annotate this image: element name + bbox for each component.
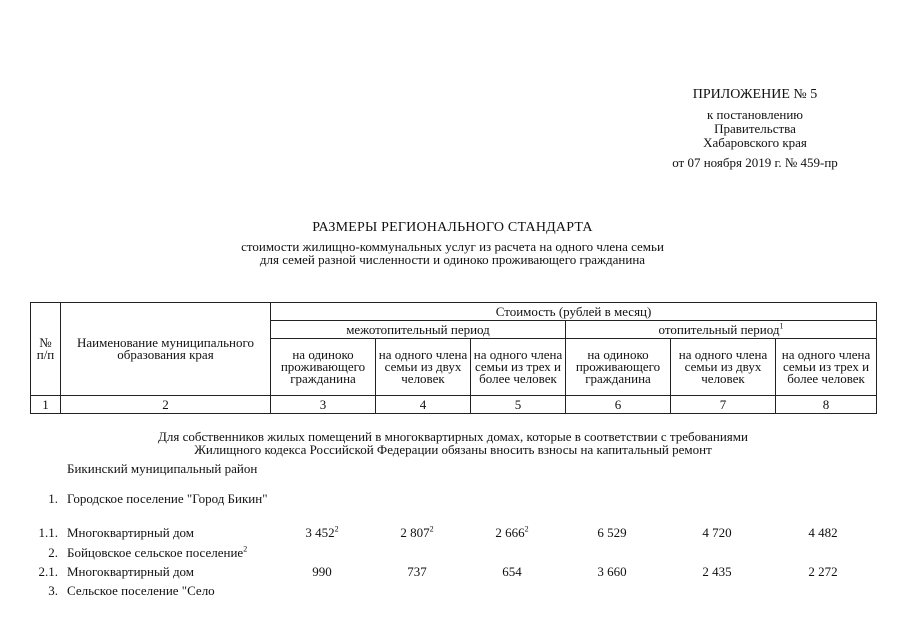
header-period-heat-text: отопительный период [658,321,780,337]
row-value-footnote: 2 [524,524,529,534]
row-value: 2 272 [808,564,838,579]
annex-line-3: Хабаровского края [703,135,807,150]
column-number: 1 [31,396,61,414]
column-number: 5 [471,396,566,414]
annex-line-1: к постановлению [706,107,804,122]
row-value: 3 660 [597,564,627,579]
row-name: Многоквартирный дом [67,564,195,579]
row-value-footnote: 2 [429,524,434,534]
row-index: 3. [48,583,58,598]
document-title: РАЗМЕРЫ РЕГИОНАЛЬНОГО СТАНДАРТА [312,220,593,235]
row-name-footnote: 2 [243,544,248,554]
row-index: 1. [48,491,58,506]
header-subcol: на одного члена семьи из трех и более человек [471,339,566,396]
header-period-heat-footnote: 1 [779,321,784,331]
header-name: Наименование муниципального образования края [61,303,271,396]
header-subcol: на одного члена семьи из двух человек [671,339,776,396]
document-subtitle-line-1: стоимости жилищно-коммунальных услуг из расчета на одного члена семьи [241,239,664,254]
row-index: 1.1. [38,525,58,540]
row-value: 6 529 [597,525,627,540]
column-number: 4 [376,396,471,414]
header-period-off: межотопительный период [271,321,566,339]
document-subtitle-line-2: для семей разной численности и одиноко проживающего гражданина [259,252,646,267]
row-value-footnote: 2 [334,524,339,534]
annex-line-2: Правительства [714,121,796,136]
row-value: 4 720 [702,525,732,540]
row-value: 737 [407,564,427,579]
annex-line-4: от 07 ноября 2019 г. № 459-пр [672,155,838,170]
header-cost: Стоимость (рублей в месяц) [271,303,877,321]
row-value: 2 $807^2$ [400,524,434,540]
column-number: 7 [671,396,776,414]
annex-title: ПРИЛОЖЕНИЕ № 5 [692,87,818,102]
row-name: Бойцовское сельское поселение$^2$ [67,544,248,560]
section-note-line-2: Жилищного кодекса Российской Федерации обязаны вносить взносы на капитальный ремонт [194,442,712,457]
column-number: 6 [566,396,671,414]
header-period-heat [566,321,877,339]
header-subcol: на одиноко проживающего гражданина [271,339,376,396]
section-note-line-1: Для собственников жилых помещений в многоквартирных домах, которые в соответствии с требованиями [158,429,748,444]
row-index: 2.1. [38,564,58,579]
document-subtitle [0,240,905,266]
row-value: 654 [502,564,522,579]
row-value: 4 482 [808,525,838,540]
row-value: 2 435 [702,564,732,579]
standard-table [30,302,877,414]
column-number: 8 [776,396,877,414]
section-note [30,430,876,456]
annex-block [600,88,905,170]
header-subcol: на одного члена семьи из двух человек [376,339,471,396]
row-name: Многоквартирный дом [67,525,195,540]
row-name: Сельское поселение "Село [67,583,215,598]
row-value: 2 $666^2$ [495,524,529,540]
header-subcol: на одиноко проживающего гражданина [566,339,671,396]
column-number: 2 [61,396,271,414]
row-value: 3 $452^2$ [305,524,339,540]
row-name: Бикинский муниципальный район [67,461,258,476]
header-subcol: на одного члена семьи из трех и более человек [776,339,877,396]
header-num: № п/п [31,303,61,396]
row-index: 2. [48,545,58,560]
row-value: 990 [312,564,332,579]
column-number: 3 [271,396,376,414]
row-name: Городское поселение "Город Бикин" [67,491,268,506]
